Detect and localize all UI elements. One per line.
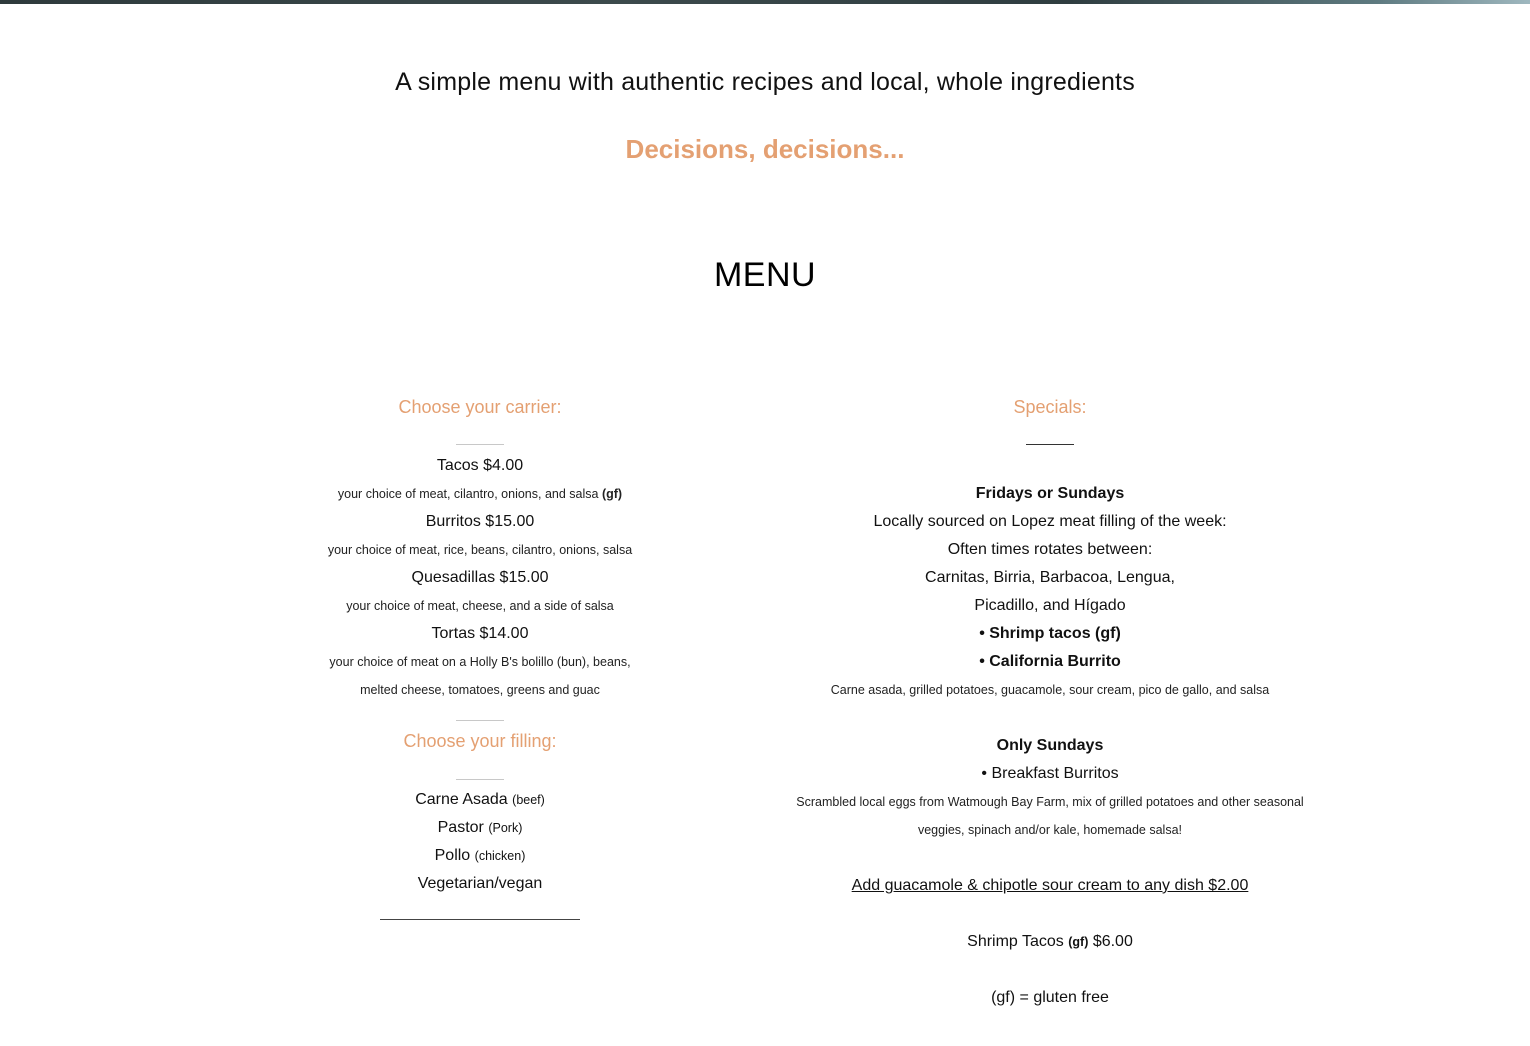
- tagline: A simple menu with authentic recipes and local, whole ingredients: [395, 68, 1135, 96]
- shrimp-tacos-price: Shrimp Tacos (gf) $6.00: [967, 933, 1133, 950]
- specials-item-california: • California Burrito: [979, 653, 1121, 670]
- menu-item-desc: melted cheese, tomatoes, greens and guac: [360, 683, 600, 697]
- filling-item-pollo: Pollo (chicken): [434, 847, 526, 864]
- divider: [380, 919, 580, 920]
- gluten-free-note: (gf) = gluten free: [991, 989, 1109, 1006]
- specials-line: Often times rotates between:: [947, 541, 1153, 558]
- specials-column: [765, 393, 1335, 1012]
- hero-image-edge: [0, 0, 1530, 4]
- menu-title: MENU: [713, 256, 817, 294]
- filling-item-pastor: Pastor (Pork): [437, 819, 523, 836]
- specials-line: Picadillo, and Hígado: [974, 597, 1126, 614]
- specials-sunday-title: Only Sundays: [996, 737, 1104, 754]
- menu-item-tortas: Tortas $14.00: [431, 625, 529, 642]
- menu-item-burritos: Burritos $15.00: [425, 513, 535, 530]
- specials-desc: veggies, spinach and/or kale, homemade salsa!: [917, 823, 1183, 837]
- menu-item-tacos: Tacos $4.00: [436, 457, 524, 474]
- filling-item-carne-asada: Carne Asada (beef): [415, 791, 545, 808]
- specials-fri-sun-title: Fridays or Sundays: [975, 485, 1125, 502]
- specials-item-breakfast: • Breakfast Burritos: [981, 765, 1119, 782]
- specials-line: Carnitas, Birria, Barbacoa, Lengua,: [925, 569, 1175, 586]
- specials-line: Locally sourced on Lopez meat filling of the week:: [873, 513, 1227, 530]
- menu-item-desc: your choice of meat on a Holly B's bolillo (bun), beans,: [329, 655, 631, 669]
- specials-desc: Scrambled local eggs from Watmough Bay Farm, mix of grilled potatoes and other seasonal: [796, 795, 1304, 809]
- carrier-heading: Choose your carrier:: [398, 397, 562, 417]
- subhead: Decisions, decisions...: [625, 134, 905, 164]
- specials-desc: Carne asada, grilled potatoes, guacamole, sour cream, pico de gallo, and salsa: [830, 683, 1270, 697]
- carrier-column: [280, 393, 680, 920]
- filling-heading: Choose your filling:: [403, 731, 557, 751]
- menu-item-quesadillas: Quesadillas $15.00: [411, 569, 549, 586]
- menu-item-desc: your choice of meat, cilantro, onions, and salsa (gf): [337, 487, 623, 501]
- filling-item-vegetarian: Vegetarian/vegan: [417, 875, 543, 892]
- menu-item-desc: your choice of meat, cheese, and a side of salsa: [346, 599, 614, 613]
- addon-note: Add guacamole & chipotle sour cream to any dish $2.00: [851, 877, 1249, 894]
- specials-heading: Specials:: [1013, 397, 1087, 417]
- gf-tag: (gf): [601, 487, 623, 501]
- menu-item-desc: your choice of meat, rice, beans, cilantro, onions, salsa: [327, 543, 633, 557]
- specials-item-shrimp: • Shrimp tacos (gf): [979, 625, 1121, 642]
